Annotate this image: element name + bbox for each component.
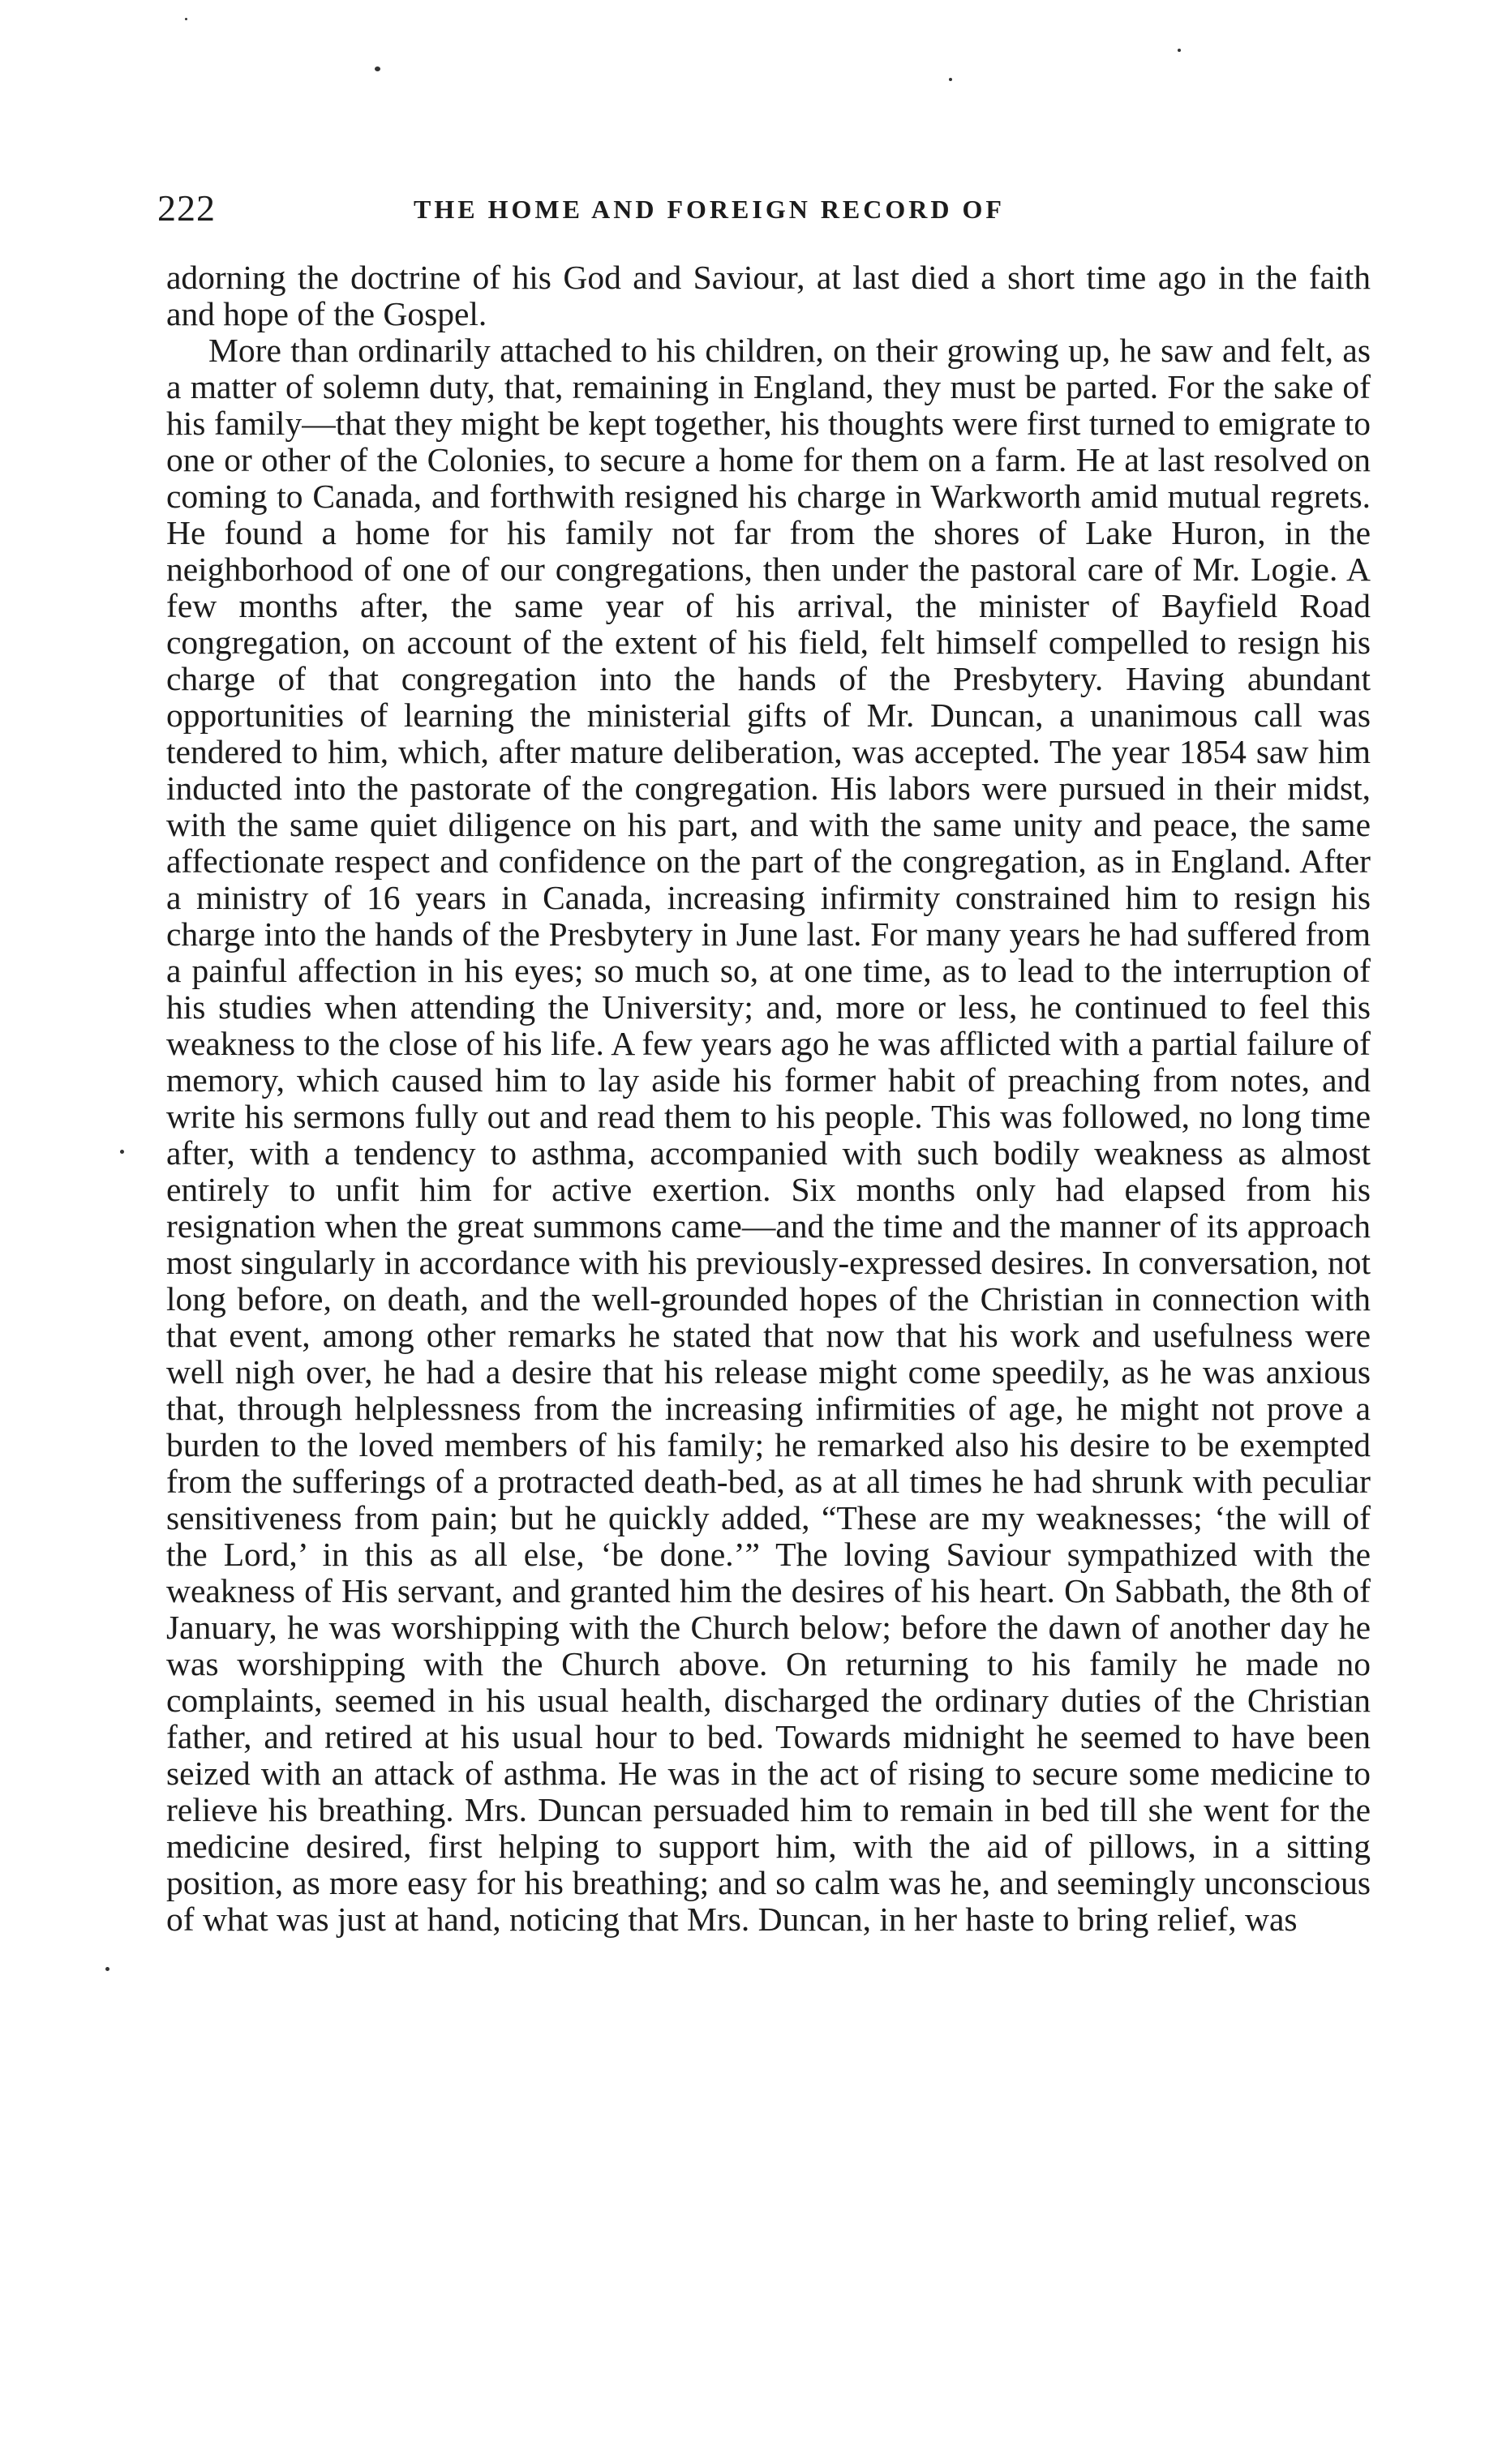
body-text <box>166 259 1371 1938</box>
ink-speck <box>120 1150 124 1154</box>
ink-speck <box>185 18 187 20</box>
ink-speck <box>375 66 380 71</box>
running-head: THE HOME AND FOREIGN RECORD OF <box>414 195 1005 224</box>
paragraph: More than ordinarily attached to his children, on their growing up, he saw and felt, as a matter of solemn duty, that, remaining in England, they must be parted. For the sake of his family—that they might be kept together, his thoughts were first turned to emigrate to one or other of the Colonies, to secure a home for them on a farm. He at last resolved on coming to Canada, and forthwith resigned his charge in Warkworth amid mutual regrets. He found a home for his family not far from the shores of Lake Huron, in the neighborhood of one of our congregations, then under the pastoral care of Mr. Logie. A few months after, the same year of his arrival, the minister of Bayfield Road congregation, on account of the extent of his field, felt himself compelled to resign his charge of that congregation into the hands of the Presbytery. Having abundant opportunities of learning the ministerial gifts of Mr. Duncan, a unanimous call was tendered to him, which, after mature deliberation, was accepted. The year 1854 saw him inducted into the pastorate of the congregation. His labors were pursued in their midst, with the same quiet diligence on his part, and with the same unity and peace, the same affectionate respect and confidence on the part of the congregation, as in England. After a ministry of 16 years in Canada, increasing infirmity constrained him to resign his charge into the hands of the Presbytery in June last. For many years he had suffered from a painful affection in his eyes; so much so, at one time, as to lead to the interruption of his studies when attending the University; and, more or less, he continued to feel this weakness to the close of his life. A few years ago he was afflicted with a partial failure of memory, which caused him to lay aside his former habit of preaching from notes, and write his sermons fully out and read them to his people. This was followed, no long time after, with a tendency to asthma, accompanied with such bodily weakness as almost entirely to unfit him for active exertion. Six months only had elapsed from his resignation when the great summons came—and the time and the manner of its approach most singularly in accordance with his previously-expressed desires. In conversation, not long before, on death, and the well-grounded hopes of the Christian in connection with that event, among other remarks he stated that now that his work and usefulness were well nigh over, he had a desire that his release might come speedily, as he was anxious that, through helplessness from the increasing infirmities of age, he might not prove a burden to the loved members of his family; he remarked also his desire to be exempted from the sufferings of a protracted death-bed, as at all times he had shrunk with peculiar sensitiveness from pain; but he quickly added, “These are my weaknesses; ‘the will of the Lord,’ in this as all else, ‘be done.’” The loving Saviour sympathized with the weakness of His servant, and granted him the desires of his heart. On Sabbath, the 8th of January, he was worshipping with the Church below; before the dawn of another day he was worshipping with the Church above. On returning to his family he made no complaints, seemed in his usual health, discharged the ordinary duties of the Christian father, and retired at his usual hour to bed. Towards midnight he seemed to have been seized with an attack of asthma. He was in the act of rising to secure some medicine to relieve his breathing. Mrs. Duncan persuaded him to remain in bed till she went for the medicine desired, first helping to support him, with the aid of pillows, in a sitting position, as more easy for his breathing; and so calm was he, and seemingly unconscious of what was just at hand, noticing that Mrs. Duncan, in her haste to bring relief, was <box>166 332 1371 1938</box>
ink-speck <box>1178 49 1181 52</box>
page-header <box>146 186 1411 235</box>
ink-speck <box>105 1967 109 1971</box>
paragraph: adorning the doctrine of his God and Saviour, at last died a short time ago in the faith and hope of the Gospel. <box>166 259 1371 332</box>
ink-speck <box>949 78 952 81</box>
page-number: 222 <box>157 187 216 229</box>
